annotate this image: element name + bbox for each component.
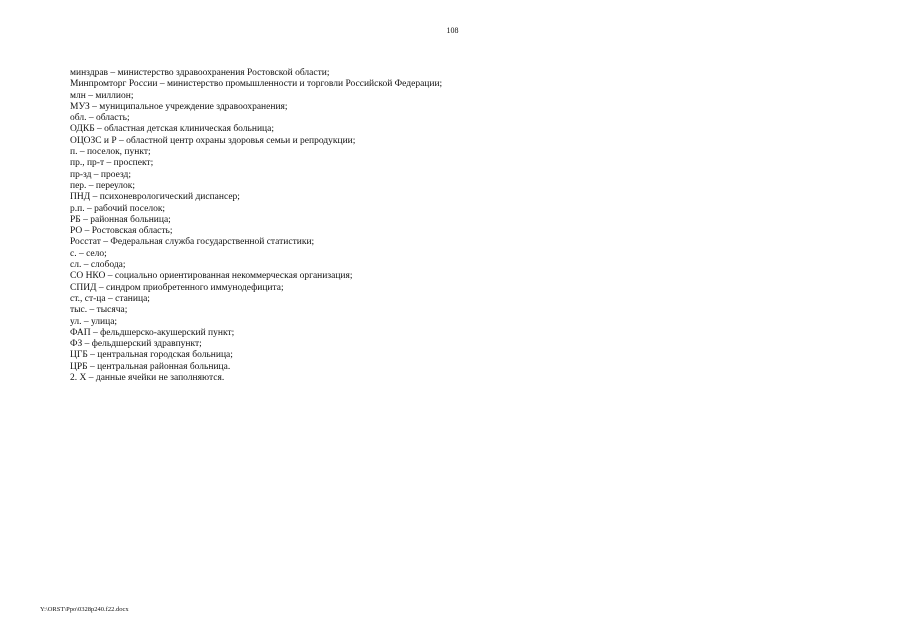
abbreviation-line: пр-зд – проезд; [70,169,131,180]
abbreviation-line: МУЗ – муниципальное учреждение здравоохранения; [70,101,288,112]
abbreviation-line: ФЗ – фельдшерский здравпункт; [70,339,202,350]
abbreviation-line: ст., ст-ца – станица; [70,293,150,304]
abbreviation-line: ФАП – фельдшерско-акушерский пункт; [70,327,235,338]
abbreviation-line: п. – поселок, пункт; [70,147,151,158]
abbreviation-line: тыс. – тысяча; [70,305,128,316]
abbreviation-line: Минпромторг России – министерство промышленности и торговли Российской Федерации; [70,79,443,90]
page-number: 108 [446,26,459,35]
abbreviation-line: пер. – переулок; [70,180,136,191]
abbreviation-line: обл. – область; [70,113,130,124]
footer-file-path: Y:\ORST\Ppo\0328p240.f22.docx [40,606,129,613]
abbreviation-line: СПИД – синдром приобретенного иммунодефицита; [70,282,284,293]
abbreviation-line: ОДКБ – областная детская клиническая больница; [70,124,274,135]
abbreviation-line: ЦГБ – центральная городская больница; [70,350,233,361]
abbreviation-line: р.п. – рабочий поселок; [70,203,166,214]
abbreviation-line: ПНД – психоневрологический диспансер; [70,192,240,203]
abbreviation-line: минздрав – министерство здравоохранения Ростовской области; [70,68,330,78]
abbreviation-line: сл. – слобода; [70,260,126,271]
abbreviation-line: РО – Ростовская область; [70,226,173,237]
abbreviation-line: СО НКО – социально ориентированная некоммерческая организация; [70,271,353,282]
abbreviation-list [70,68,830,384]
abbreviation-line: пр., пр-т – проспект; [70,158,154,169]
abbreviation-line: РБ – районная больница; [70,214,171,225]
abbreviation-line: 2. Х – данные ячейки не заполняются. [70,373,225,384]
abbreviation-line: с. – село; [70,248,107,259]
abbreviation-line: млн – миллион; [70,90,134,101]
abbreviation-line: ЦРБ – центральная районная больница. [70,361,231,372]
abbreviation-line: ул. – улица; [70,316,118,327]
abbreviation-line: Росстат – Федеральная служба государственной статистики; [70,237,315,248]
abbreviation-line: ОЦОЗС и Р – областной центр охраны здоровья семьи и репродукции; [70,135,356,146]
